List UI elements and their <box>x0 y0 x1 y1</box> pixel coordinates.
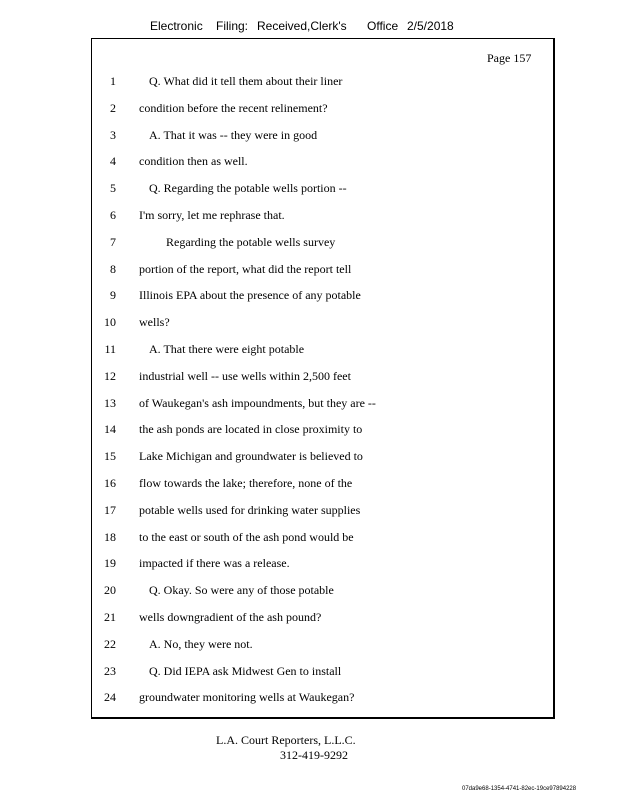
line-number: 19 <box>104 556 116 571</box>
transcript-line <box>0 608 618 635</box>
line-text: Regarding the potable wells survey <box>166 234 336 249</box>
line-number: 1 <box>110 74 116 88</box>
line-number: 5 <box>110 181 116 196</box>
line-text: Q. What did it tell them about their liner <box>149 74 343 88</box>
transcript-line <box>0 340 618 367</box>
line-text: potable wells used for drinking water supplies <box>139 502 361 517</box>
line-text: A. That there were eight potable <box>149 341 305 356</box>
line-text: wells? <box>139 315 170 330</box>
line-text: I'm sorry, let me rephrase that. <box>139 207 285 222</box>
line-text: condition then as well. <box>139 154 248 169</box>
line-text: groundwater monitoring wells at Waukegan? <box>139 690 355 705</box>
transcript-line <box>0 126 618 153</box>
line-number: 21 <box>104 609 116 624</box>
transcript-line <box>0 528 618 555</box>
line-number: 17 <box>104 502 116 517</box>
court-reporter-name: L.A. Court Reporters, L.L.C. <box>216 733 356 747</box>
line-number: 14 <box>104 422 116 437</box>
line-text: condition before the recent relinement? <box>139 100 328 115</box>
transcript-line <box>0 286 618 313</box>
line-number: 24 <box>104 690 116 705</box>
transcript-line <box>0 581 618 608</box>
transcript-line <box>0 635 618 662</box>
line-number: 10 <box>104 315 116 330</box>
transcript-line <box>0 394 618 421</box>
filing-header-filing: Filing: <box>216 19 249 33</box>
line-text: Illinois EPA about the presence of any potable <box>139 288 361 303</box>
line-text: Lake Michigan and groundwater is believed to <box>139 449 363 464</box>
line-text: of Waukegan's ash impoundments, but they are -- <box>139 395 376 410</box>
transcript-line <box>0 447 618 474</box>
court-reporter-phone: 312-419-9292 <box>280 748 348 762</box>
filing-header-office: Office <box>367 19 399 33</box>
line-number: 3 <box>110 127 116 142</box>
line-text: to the east or south of the ash pond would be <box>139 529 354 544</box>
transcript-body <box>0 72 618 715</box>
page-number: Page 157 <box>487 51 532 65</box>
filing-header-electronic: Electronic <box>150 19 203 33</box>
transcript-line <box>0 179 618 206</box>
transcript-line <box>0 99 618 126</box>
line-number: 15 <box>104 449 116 464</box>
line-number: 13 <box>104 395 116 410</box>
transcript-line <box>0 152 618 179</box>
transcript-line <box>0 474 618 501</box>
line-text: flow towards the lake; therefore, none of the <box>139 475 353 490</box>
transcript-line <box>0 554 618 581</box>
transcript-line <box>0 260 618 287</box>
document-id: 07da9e68-1354-4741-82ec-19ce97894228 <box>462 786 577 792</box>
line-number: 7 <box>110 234 116 249</box>
line-number: 12 <box>104 368 116 383</box>
transcript-line <box>0 233 618 260</box>
line-number: 23 <box>104 663 116 678</box>
line-text: A. No, they were not. <box>149 636 253 651</box>
line-number: 9 <box>110 288 116 303</box>
line-number: 22 <box>104 636 116 651</box>
line-number: 4 <box>110 154 116 169</box>
line-number: 18 <box>104 529 116 544</box>
line-text: wells downgradient of the ash pound? <box>139 609 322 624</box>
filing-header-received: Received,Clerk's <box>257 19 347 33</box>
transcript-line <box>0 501 618 528</box>
line-number: 2 <box>110 100 116 115</box>
transcript-line <box>0 206 618 233</box>
line-text: Q. Okay. So were any of those potable <box>149 583 334 598</box>
line-number: 16 <box>104 475 116 490</box>
line-text: Q. Regarding the potable wells portion -- <box>149 181 347 196</box>
transcript-line <box>0 688 618 715</box>
line-text: the ash ponds are located in close proximity to <box>139 422 363 437</box>
transcript-line <box>0 420 618 447</box>
filing-header-date: 2/5/2018 <box>407 19 454 33</box>
line-text: industrial well -- use wells within 2,500 feet <box>139 368 351 383</box>
line-number: 6 <box>110 207 116 222</box>
line-text: portion of the report, what did the report tell <box>139 261 352 276</box>
filing-stamp-header <box>150 19 454 33</box>
line-number: 20 <box>104 583 116 598</box>
transcript-line <box>0 662 618 689</box>
line-text: Q. Did IEPA ask Midwest Gen to install <box>149 663 342 678</box>
line-text: impacted if there was a release. <box>139 556 290 571</box>
line-number: 11 <box>104 341 116 356</box>
transcript-line <box>0 72 618 99</box>
transcript-line <box>0 313 618 340</box>
transcript-line <box>0 367 618 394</box>
line-text: A. That it was -- they were in good <box>149 127 318 142</box>
line-number: 8 <box>110 261 116 276</box>
